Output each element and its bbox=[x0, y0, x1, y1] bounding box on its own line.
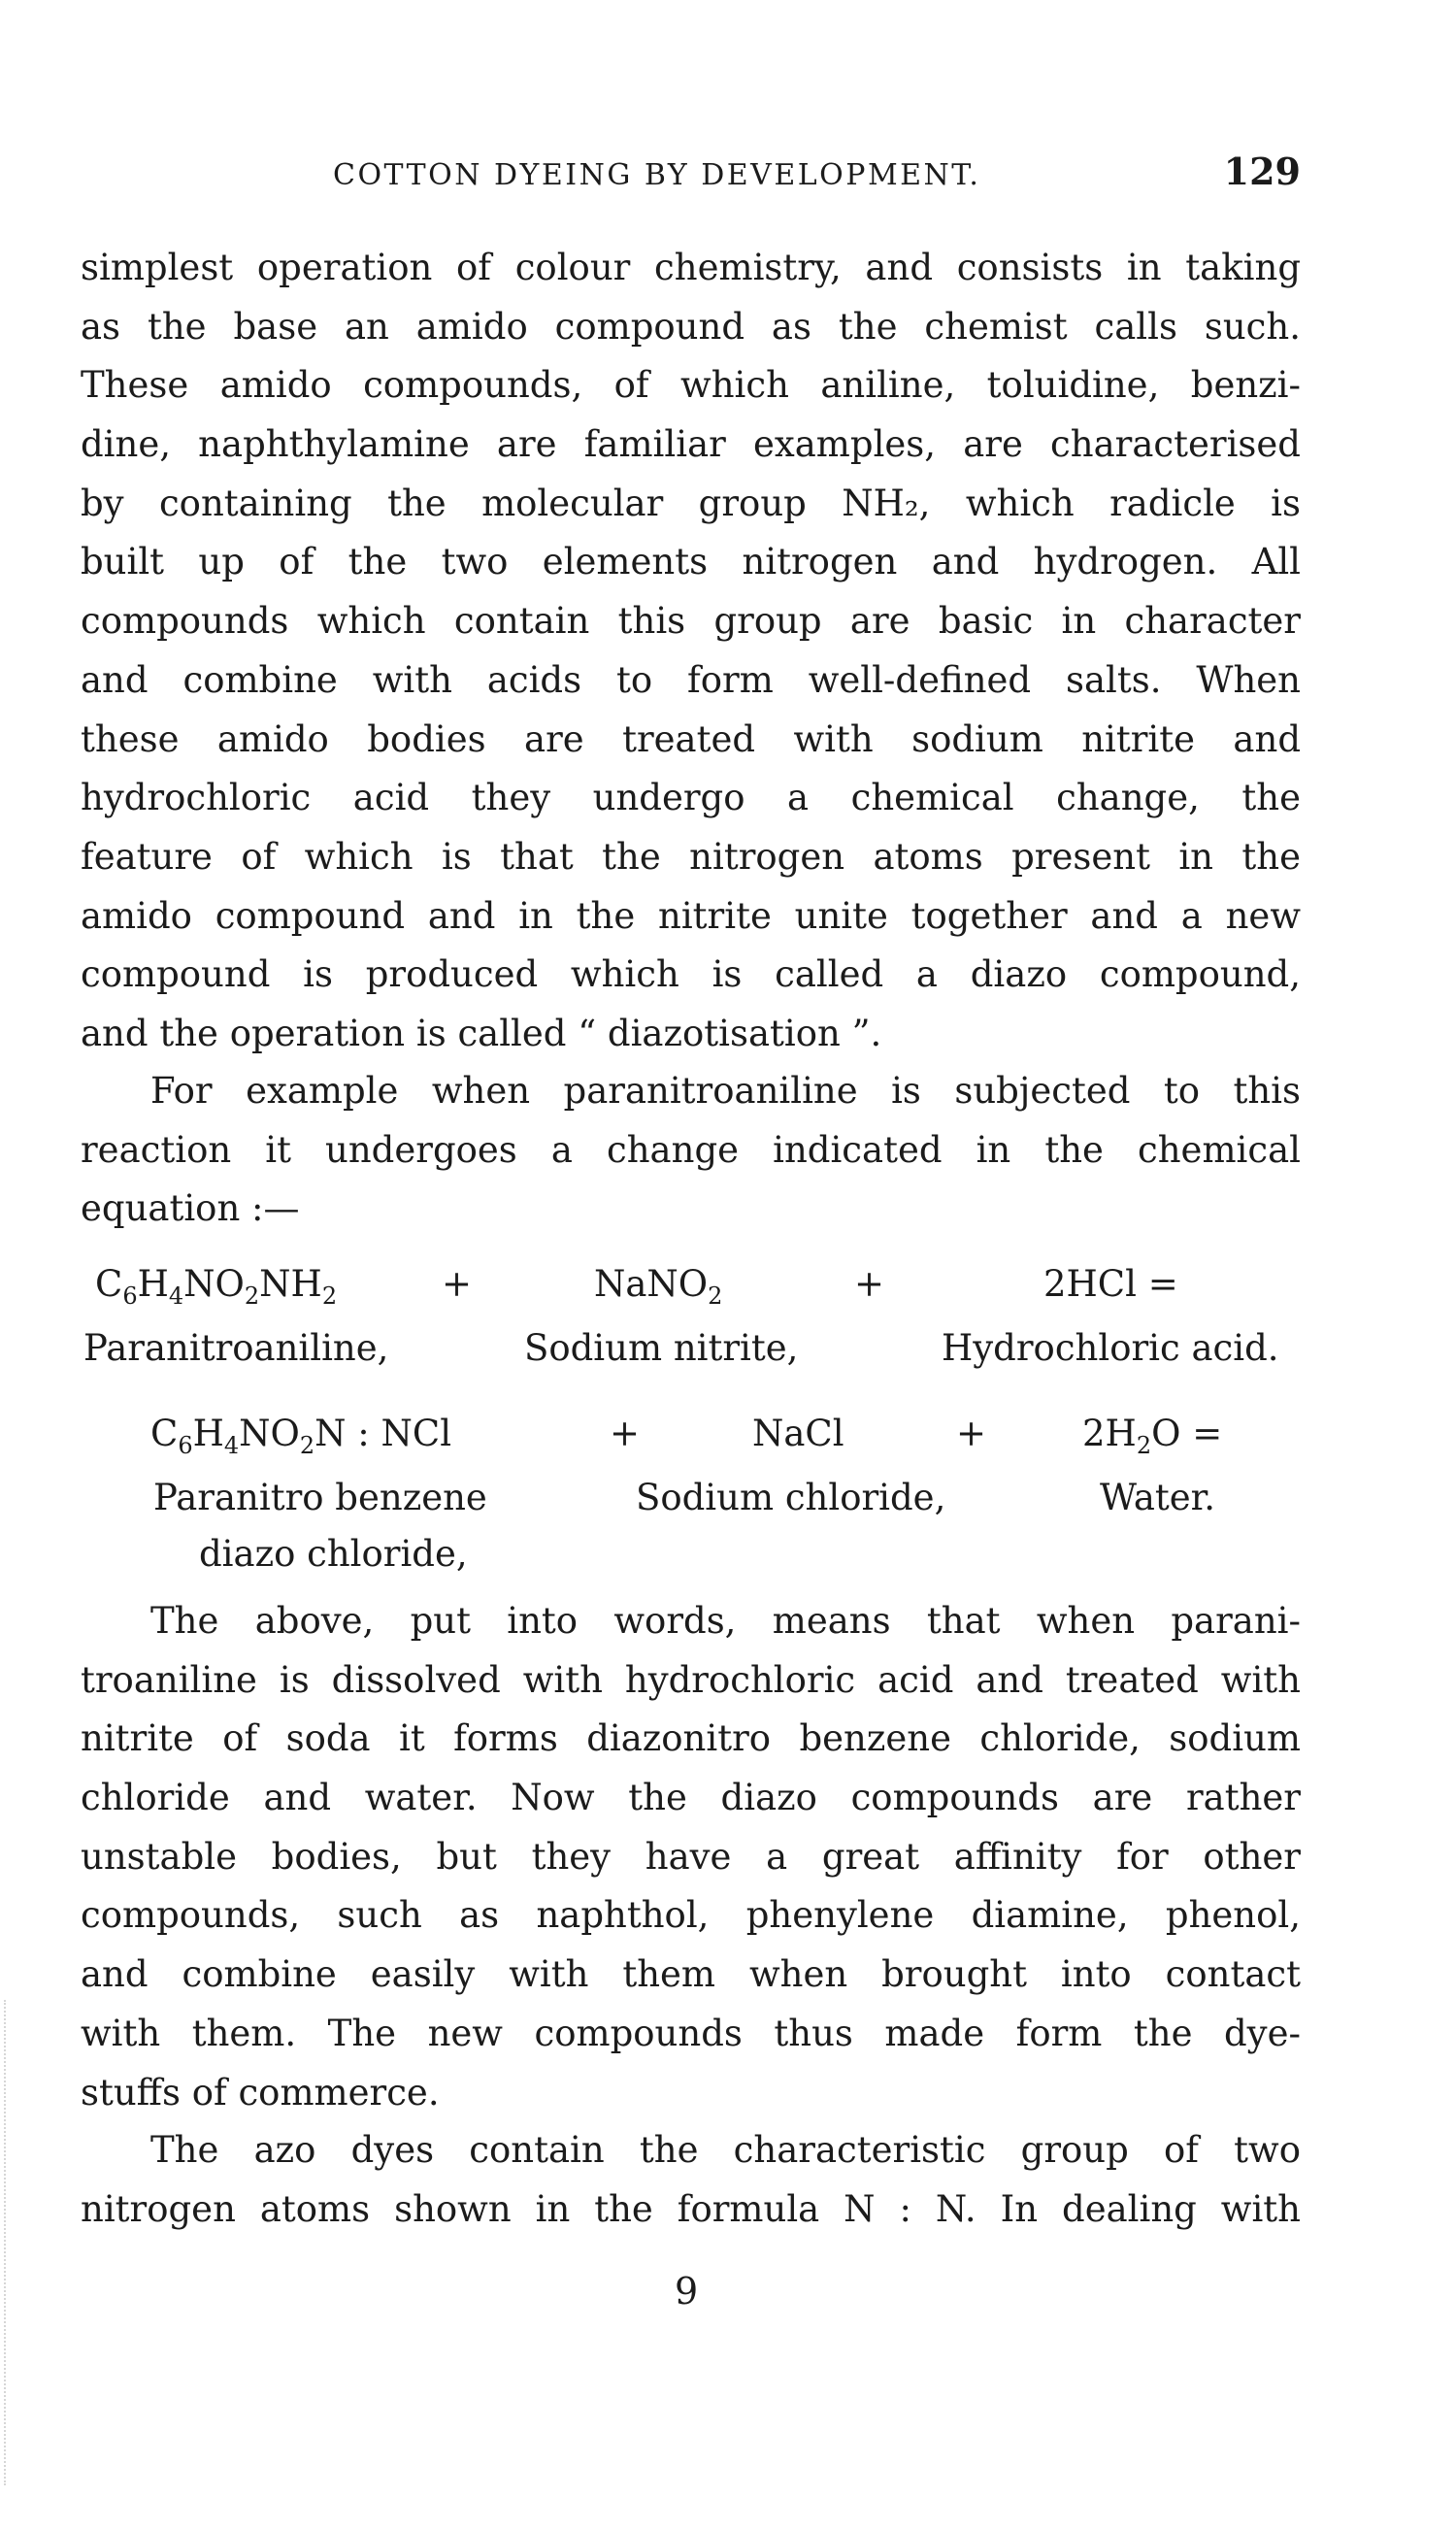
text-line: nitrite of soda it forms diazonitro benzene chloride, sodium bbox=[81, 1717, 1301, 1760]
text-line: and the operation is called “ diazotisation ”. bbox=[81, 1012, 882, 1054]
text-line: these amido bodies are treated with sodium nitrite and bbox=[81, 717, 1301, 760]
text-line: unstable bodies, but they have a great affinity for other bbox=[81, 1835, 1301, 1878]
name-diazo-chloride: diazo chloride, bbox=[199, 1533, 468, 1575]
text-line: as the base an amido compound as the chemist calls such. bbox=[81, 305, 1301, 348]
formula-sodium-chloride: NaCl bbox=[752, 1413, 844, 1454]
text-line: feature of which is that the nitrogen atoms present in the bbox=[81, 835, 1301, 878]
formula-diazo-chloride: $C_6H_4NO_2N$ : NCl bbox=[150, 1413, 452, 1459]
text-line: nitrogen atoms shown in the formula N : N. In dealing with bbox=[81, 2187, 1301, 2230]
text-line: by containing the molecular group NH₂, which radicle is bbox=[81, 482, 1301, 524]
text-line: troaniline is dissolved with hydrochloric acid and treated with bbox=[81, 1658, 1301, 1701]
text-line: compounds, such as naphthol, phenylene diamine, phenol, bbox=[81, 1894, 1301, 1937]
paragraph-2 bbox=[81, 1062, 1301, 1239]
text-line: built up of the two elements nitrogen and hydrogen. All bbox=[81, 541, 1301, 583]
text-line: These amido compounds, of which aniline, toluidine, benzi- bbox=[81, 364, 1301, 407]
plus-sign: + bbox=[442, 1263, 473, 1305]
plus-sign: + bbox=[854, 1263, 885, 1305]
running-head bbox=[81, 146, 1301, 204]
text-line: The azo dyes contain the characteristic group of two bbox=[150, 2129, 1301, 2171]
signature-mark: 9 bbox=[675, 2270, 699, 2313]
text-line: and combine with acids to form well-defined salts. When bbox=[81, 658, 1301, 701]
text-line: simplest operation of colour chemistry, and consists in taking bbox=[81, 247, 1301, 288]
text-line: chloride and water. Now the diazo compounds are rather bbox=[81, 1777, 1301, 1819]
text-line: For example when paranitroaniline is subjected to this bbox=[150, 1070, 1301, 1112]
paragraph-3 bbox=[81, 1592, 1301, 2122]
text-line: and combine easily with them when brought into contact bbox=[81, 1953, 1301, 1996]
text-line: hydrochloric acid they undergo a chemical change, the bbox=[81, 777, 1301, 819]
paragraph-4 bbox=[81, 2121, 1301, 2239]
plus-sign: + bbox=[956, 1413, 987, 1454]
formula-paranitroaniline: $C_6H_4NO_2NH_2$ bbox=[95, 1263, 338, 1310]
name-hydrochloric-acid: Hydrochloric acid. bbox=[942, 1327, 1279, 1369]
text-line: amido compound and in the nitrite unite together and a new bbox=[81, 894, 1301, 937]
paragraph-1 bbox=[81, 239, 1301, 1064]
text-line: dine, naphthylamine are familiar examples, are characterised bbox=[81, 423, 1301, 466]
text-line: compounds which contain this group are basic in character bbox=[81, 600, 1301, 643]
name-sodium-chloride: Sodium chloride, bbox=[636, 1477, 946, 1518]
text-line: compound is produced which is called a diazo compound, bbox=[81, 953, 1301, 996]
name-paranitroaniline: Paranitroaniline, bbox=[83, 1327, 389, 1369]
name-paranitro-benzene: Paranitro benzene bbox=[153, 1477, 487, 1518]
name-sodium-nitrite: Sodium nitrite, bbox=[524, 1327, 799, 1369]
text-line: stuffs of commerce. bbox=[81, 2071, 440, 2114]
formula-hydrochloric-acid: 2HCl = bbox=[1043, 1263, 1178, 1305]
text-line: equation :— bbox=[81, 1187, 300, 1230]
plus-sign: + bbox=[610, 1413, 641, 1454]
formula-sodium-nitrite: NaNO$_2$ bbox=[594, 1263, 723, 1310]
running-title: COTTON DYEING BY DEVELOPMENT. bbox=[333, 158, 981, 192]
page-edge-speckle bbox=[4, 2000, 9, 2485]
name-water: Water. bbox=[1100, 1477, 1216, 1518]
text-line: with them. The new compounds thus made form the dye- bbox=[81, 2012, 1301, 2054]
text-line: reaction it undergoes a change indicated in the chemical bbox=[81, 1128, 1301, 1171]
text-line: The above, put into words, means that when parani- bbox=[150, 1600, 1301, 1642]
page-number: 129 bbox=[1223, 150, 1301, 193]
formula-water: $2H_2O$ = bbox=[1082, 1413, 1223, 1459]
